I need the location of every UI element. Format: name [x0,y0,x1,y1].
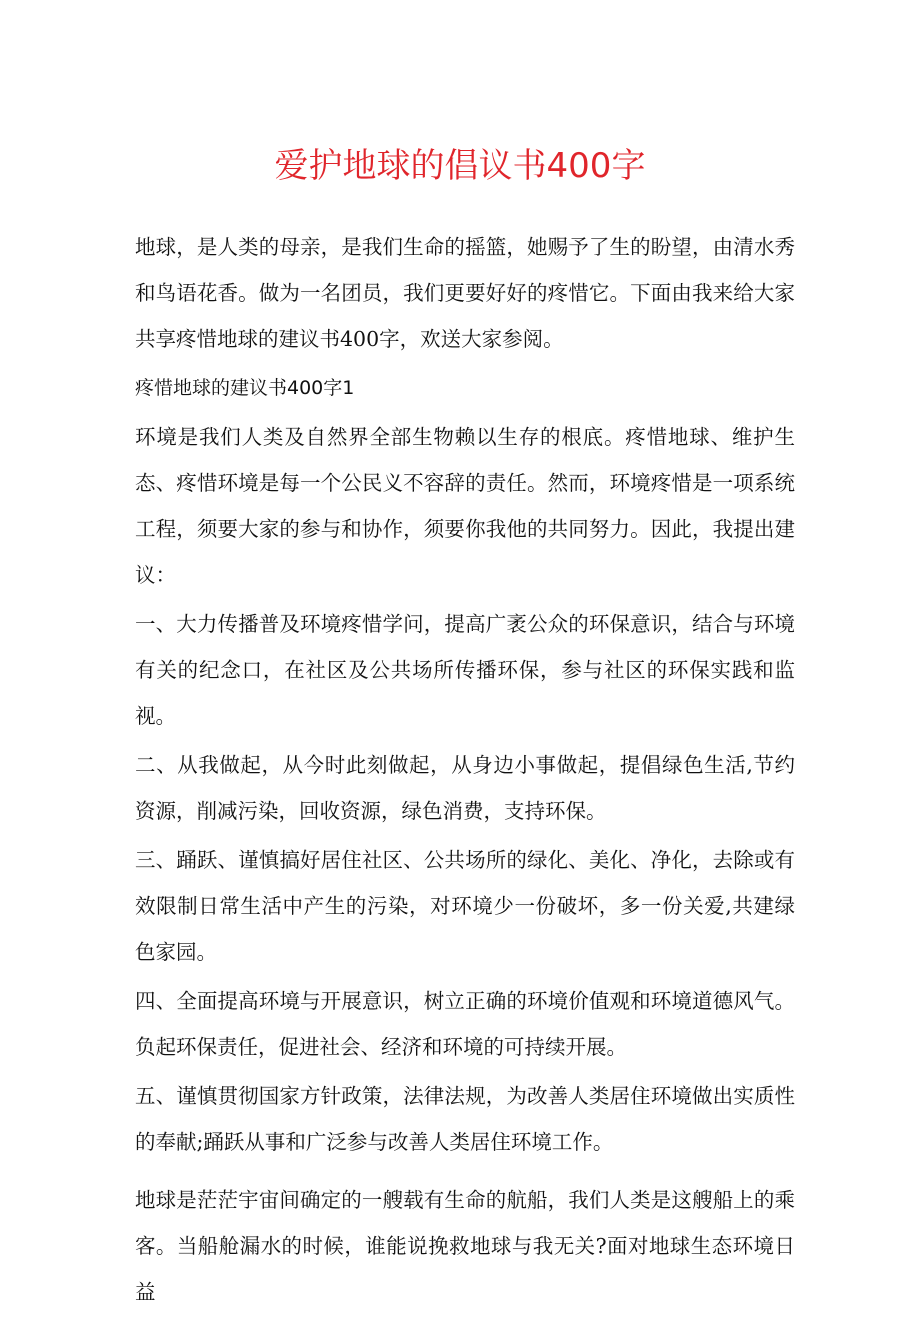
document-body [135,224,795,1318]
document-title: 爱护地球的倡议书400字 [274,146,646,186]
section-heading: 疼惜地球的建议书400字1 [135,377,355,399]
closing-paragraph: 地球是茫茫宇宙间确定的一艘载有生命的航船，我们人类是这艘船上的乘客。当船舱漏水的时候，谁能说挽救地球与我无关?面对地球生态环境日益 [135,1188,795,1304]
body-paragraph: 环境是我们人类及自然界全部生物赖以生存的根底。疼惜地球、维护生态、疼惜环境是每一个公民义不容辞的责任。然而，环境疼惜是一项系统工程，须要大家的参与和协作，须要你我他的共同努力。因此，我提出建议： [135,425,795,587]
proposal-item-4: 四、全面提高环境与开展意识，树立正确的环境价值观和环境道德风气。负起环保责任，促进社会、经济和环境的可持续开展。 [135,989,795,1059]
proposal-item-1: 一、大力传播普及环境疼惜学问，提高广袤公众的环保意识，结合与环境有关的纪念口，在社区及公共场所传播环保，参与社区的环保实践和监视。 [135,612,795,728]
proposal-item-5: 五、谨慎贯彻国家方针政策，法律法规，为改善人类居住环境做出实质性的奉献;踊跃从事和广泛参与改善人类居住环境工作。 [135,1084,795,1154]
intro-paragraph: 地球，是人类的母亲，是我们生命的摇篮，她赐予了生的盼望，由清水秀和鸟语花香。做为一名团员，我们更要好好的疼惜它。下面由我来给大家共享疼惜地球的建议书400字，欢送大家参阅。 [135,235,795,351]
proposal-item-3: 三、踊跃、谨慎搞好居住社区、公共场所的绿化、美化、净化，去除或有效限制日常生活中产生的污染，对环境少一份破坏，多一份关爱,共建绿色家园。 [135,848,795,964]
proposal-item-2: 二、从我做起，从今时此刻做起，从身边小事做起，提倡绿色生活,节约资源，削减污染，回收资源，绿色消费，支持环保。 [135,753,795,823]
